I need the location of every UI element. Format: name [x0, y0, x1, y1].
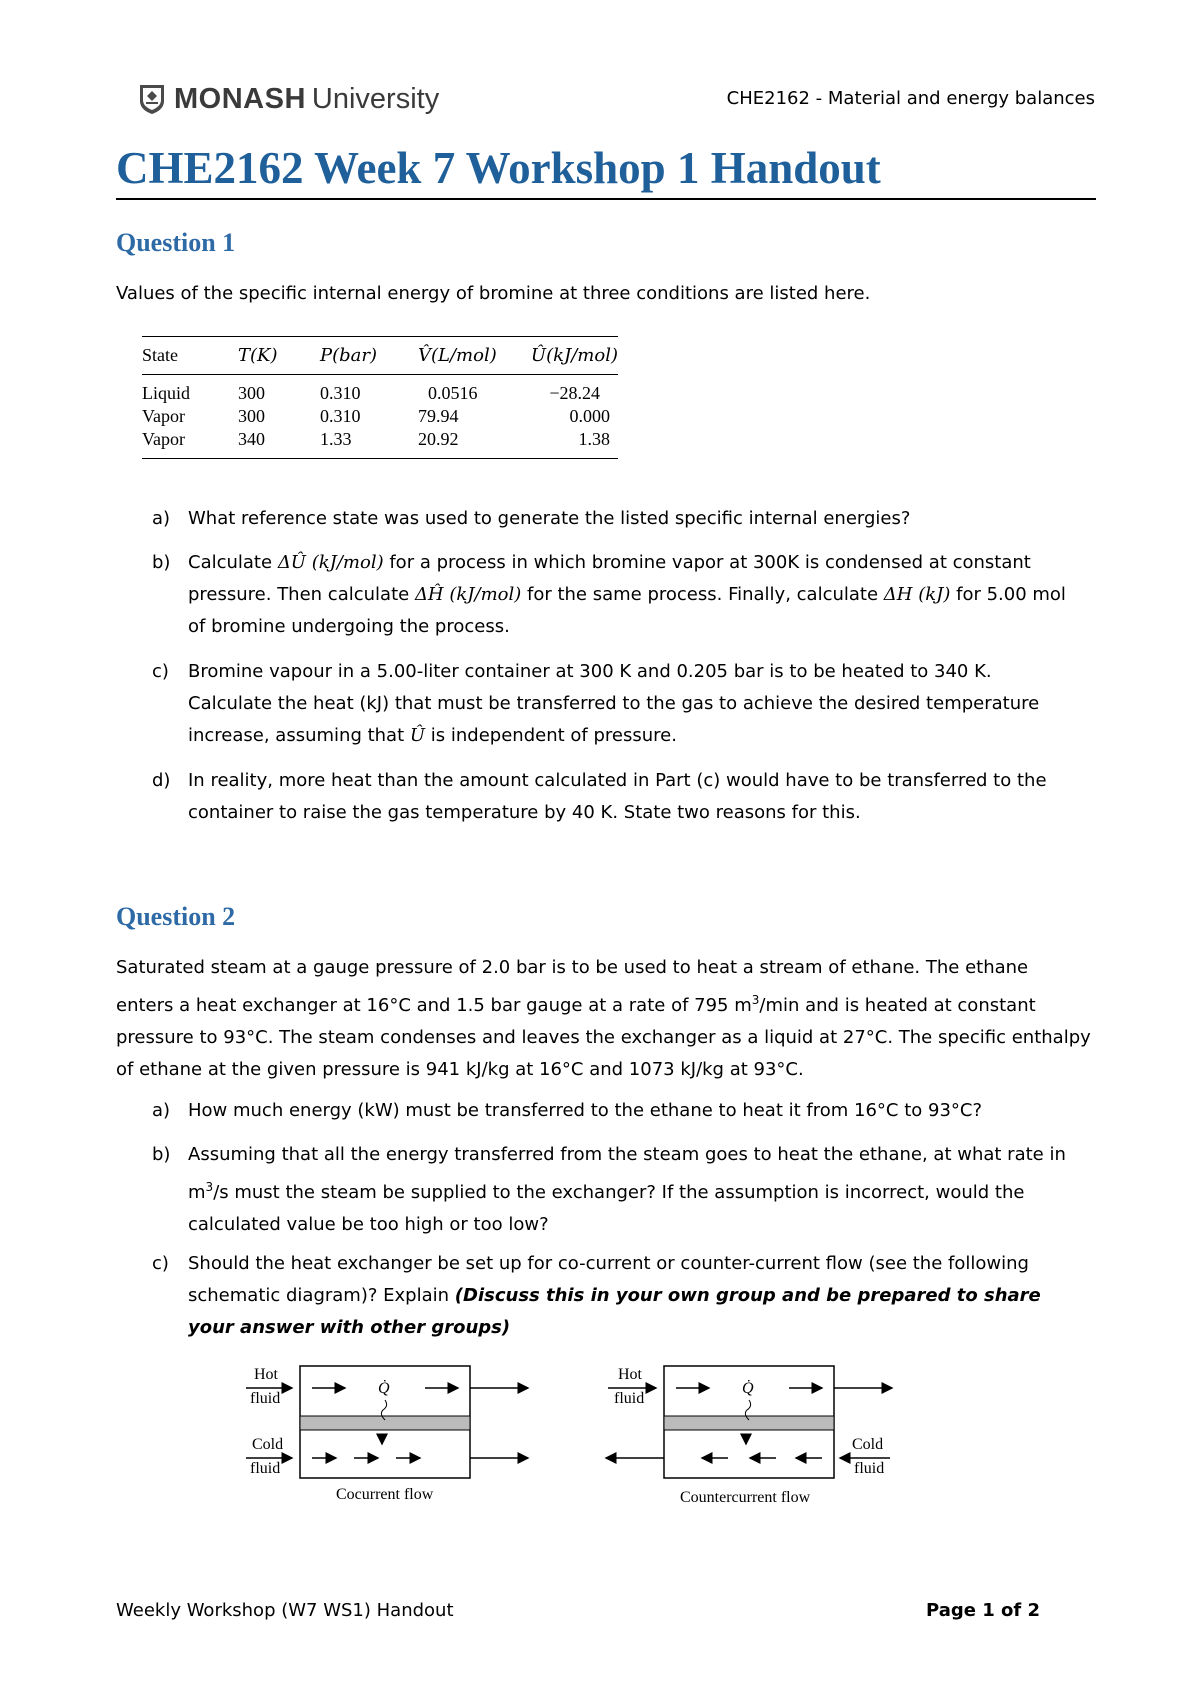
- table-cell: 300: [238, 406, 265, 426]
- exchanger-wall: [664, 1416, 834, 1430]
- table-cell: 340: [238, 429, 265, 449]
- monash-logo: [138, 82, 439, 116]
- item-label: c): [152, 1253, 169, 1274]
- monash-crest-icon: [138, 83, 166, 115]
- table-header-row: [142, 337, 618, 375]
- logo-brand: MONASH: [174, 82, 306, 115]
- bromine-table: [142, 337, 618, 458]
- item-label: b): [152, 1144, 171, 1165]
- delta-h-hat-math: ΔĤ (kJ/mol): [414, 584, 522, 605]
- item-label: d): [152, 770, 171, 791]
- question-1b: [152, 547, 1077, 643]
- heat-q-symbol: Q̇: [742, 1380, 754, 1397]
- logo-suffix: University: [311, 82, 440, 115]
- cold-label: Cold: [852, 1436, 884, 1453]
- countercurrent-flow-diagram: [600, 1360, 910, 1520]
- table-cell: Vapor: [142, 406, 185, 426]
- table-cell: 300: [238, 383, 265, 403]
- table-header: State: [142, 337, 238, 375]
- text-segment: Assuming that all the energy transferred from the steam goes to heat the ethane, at what rate in m: [188, 1144, 1066, 1203]
- footer-left: Weekly Workshop (W7 WS1) Handout: [116, 1600, 454, 1621]
- question-2b: [152, 1139, 1077, 1241]
- table-cell: 0.000: [569, 406, 610, 426]
- superscript: 3: [751, 993, 760, 1007]
- item-text: [188, 547, 1077, 643]
- question-1a: [152, 503, 1077, 535]
- cold-label: Cold: [252, 1436, 284, 1453]
- table-cell: 0.0516: [428, 383, 478, 403]
- question-1c: [152, 656, 1077, 752]
- table-row: [142, 428, 618, 458]
- question-2-heading: Question 2: [116, 902, 236, 931]
- fluid-label: fluid: [250, 1390, 281, 1407]
- hot-label: Hot: [254, 1366, 278, 1383]
- table-cell: 79.94: [418, 406, 459, 426]
- question-1-heading: Question 1: [116, 228, 236, 257]
- item-text: [188, 656, 1077, 752]
- exchanger-wall: [300, 1416, 470, 1430]
- item-text: How much energy (kW) must be transferred to the ethane to heat it from 16°C to 93°C?: [188, 1100, 983, 1121]
- bromine-table-wrapper: [142, 336, 618, 459]
- fluid-label: fluid: [250, 1460, 281, 1477]
- item-text: What reference state was used to generate the listed specific internal energies?: [188, 508, 911, 529]
- text-segment: /s must the steam be supplied to the exchanger? If the assumption is incorrect, would the calculated value be too high or too low?: [188, 1182, 1025, 1235]
- item-label: a): [152, 508, 171, 529]
- table-cell: 0.310: [320, 383, 361, 403]
- text-segment: Should the heat exchanger be set up for co-current or counter-current flow (see the following schematic diagram)? Explain: [188, 1253, 1029, 1306]
- table-cell: 1.38: [578, 429, 610, 449]
- text-segment: Bromine vapour in a 5.00-liter container at 300 K and 0.205 bar is to be heated to 340 K. Calculate the heat (kJ) that must be transferred to the gas to achieve the desired temperature increase, assuming that: [188, 661, 1040, 746]
- table-cell: −28.24: [549, 383, 600, 403]
- table-cell: 0.310: [320, 406, 361, 426]
- item-label: a): [152, 1100, 171, 1121]
- item-label: b): [152, 552, 171, 573]
- table-header: P(bar): [320, 337, 418, 375]
- delta-u-hat-math: ΔÛ (kJ/mol): [277, 552, 384, 573]
- fluid-label: fluid: [854, 1460, 885, 1477]
- table-cell: Liquid: [142, 383, 190, 403]
- question-1d: [152, 765, 1077, 829]
- question-2a: [152, 1095, 1077, 1127]
- table-header: Û(kJ/mol): [528, 337, 618, 375]
- cocurrent-flow-diagram: [230, 1360, 560, 1520]
- question-1-intro: Values of the specific internal energy of bromine at three conditions are listed here.: [116, 283, 871, 304]
- item-label: c): [152, 661, 169, 682]
- text-segment: Calculate: [188, 552, 273, 573]
- course-header: CHE2162 - Material and energy balances: [726, 88, 1095, 109]
- text-segment: for the same process. Finally, calculate: [526, 584, 879, 605]
- question-2c: [152, 1248, 1077, 1344]
- text-segment: /min and is heated at constant pressure to 93°C. The steam condenses and leaves the exchanger as a liquid at 27°C. The specific enthalpy of ethane at the given pressure is 941 kJ/kg at 16°C and 1073 kJ/kg at 93°C.: [116, 995, 1091, 1080]
- table-header: T(K): [238, 337, 320, 375]
- countercurrent-caption: Countercurrent flow: [680, 1489, 811, 1506]
- item-text: [188, 1139, 1077, 1241]
- cocurrent-caption: Cocurrent flow: [336, 1486, 434, 1503]
- u-hat-math: Û: [409, 725, 426, 746]
- emphasis-text: (Discuss this in your own group and be prepared to share your answer with other groups): [188, 1285, 1041, 1338]
- text-segment: is independent of pressure.: [430, 725, 677, 746]
- text-segment: for 5.00 mol of bromine undergoing the process.: [188, 584, 1066, 637]
- hot-label: Hot: [618, 1366, 642, 1383]
- superscript: 3: [205, 1180, 214, 1194]
- table-cell: 1.33: [320, 429, 352, 449]
- question-2-intro: [116, 952, 1091, 1086]
- table-cell: 20.92: [418, 429, 459, 449]
- heat-q-symbol: Q̇: [378, 1380, 390, 1397]
- delta-h-math: ΔH (kJ): [883, 584, 951, 605]
- item-text: In reality, more heat than the amount calculated in Part (c) would have to be transferred to the container to raise the gas temperature by 40 K. State two reasons for this.: [188, 770, 1047, 823]
- page-number: Page 1 of 2: [926, 1600, 1040, 1621]
- page-title: CHE2162 Week 7 Workshop 1 Handout: [116, 142, 1096, 200]
- item-text: [188, 1248, 1077, 1344]
- table-header: V̂(L/mol): [418, 337, 528, 375]
- table-row: [142, 375, 618, 406]
- text-segment: Saturated steam at a gauge pressure of 2.0 bar is to be used to heat a stream of ethane. The ethane enters a heat exchanger at 16°C and 1.5 bar gauge at a rate of 795 m: [116, 957, 1029, 1016]
- fluid-label: fluid: [614, 1390, 645, 1407]
- text-segment: for a process in which bromine vapor at 300K is condensed at constant pressure. Then calculate: [188, 552, 1031, 605]
- table-cell: Vapor: [142, 429, 185, 449]
- table-row: [142, 405, 618, 428]
